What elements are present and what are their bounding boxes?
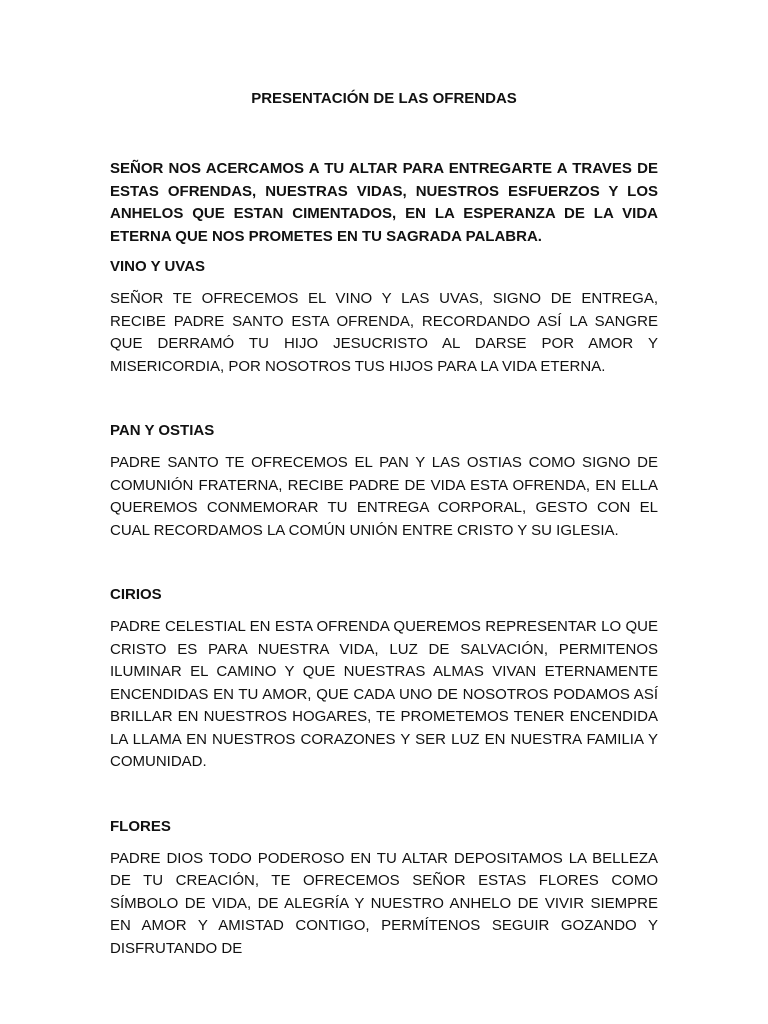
document-page xyxy=(110,88,658,960)
document-title: PRESENTACIÓN DE LAS OFRENDAS xyxy=(251,90,517,107)
section-body: SEÑOR TE OFRECEMOS EL VINO Y LAS UVAS, SIGNO DE ENTREGA, RECIBE PADRE SANTO ESTA OFRENDA, RECORDANDO ASÍ LA SANGRE QUE DERRAMÓ TU HIJO JESUCRISTO AL DARSE POR AMOR Y MISERICORDIA, POR NOSOTROS TUS HIJOS PARA LA VIDA ETERNA. xyxy=(110,290,658,375)
section-body: PADRE DIOS TODO PODEROSO EN TU ALTAR DEPOSITAMOS LA BELLEZA DE TU CREACIÓN, TE OFRECEMOS SEÑOR ESTAS FLORES COMO SÍMBOLO DE VIDA, DE ALEGRÍA Y NUESTRO ANHELO DE VIVIR SIEMPRE EN AMOR Y AMISTAD CONTIGO, PERMÍTENOS SEGUIR GOZANDO Y DISFRUTANDO DE xyxy=(110,849,658,957)
section-flores xyxy=(110,816,658,961)
section-heading: PAN Y OSTIAS xyxy=(110,422,215,439)
section-body: PADRE SANTO TE OFRECEMOS EL PAN Y LAS OSTIAS COMO SIGNO DE COMUNIÓN FRATERNA, RECIBE PADRE DE VIDA ESTA OFRENDA, EN ELLA QUEREMOS CONMEMORAR TU ENTREGA CORPORAL, GESTO CON EL CUAL RECORDAMOS LA COMÚN UNIÓN ENTRE CRISTO Y SU IGLESIA. xyxy=(110,454,658,539)
section-heading: CIRIOS xyxy=(110,586,162,603)
section-vino-y-uvas xyxy=(110,256,658,378)
section-body: PADRE CELESTIAL EN ESTA OFRENDA QUEREMOS REPRESENTAR LO QUE CRISTO ES PARA NUESTRA VIDA, LUZ DE SALVACIÓN, PERMITENOS ILUMINAR EL CAMINO Y QUE NUESTRAS ALMAS VIVAN ETERNAMENTE ENCENDIDAS EN TU AMOR, QUE CADA UNO DE NOSOTROS PODAMOS ASÍ BRILLAR EN NUESTROS HOGARES, TE PROMETEMOS TENER ENCENDIDA LA LLAMA EN NUESTROS CORAZONES Y SER LUZ EN NUESTRA FAMILIA Y COMUNIDAD. xyxy=(110,618,658,770)
section-heading: FLORES xyxy=(110,817,171,835)
intro-paragraph: SEÑOR NOS ACERCAMOS A TU ALTAR PARA ENTREGARTE A TRAVES DE ESTAS OFRENDAS, NUESTRAS VIDAS, NUESTROS ESFUERZOS Y LOS ANHELOS QUE ESTAN CIMENTADOS, EN LA ESPERANZA DE LA VIDA ETERNA QUE NOS PROMETES EN TU SAGRADA PALABRA. xyxy=(110,160,658,245)
section-heading: VINO Y UVAS xyxy=(110,258,206,275)
section-cirios xyxy=(110,584,658,774)
section-pan-y-ostias xyxy=(110,420,658,542)
